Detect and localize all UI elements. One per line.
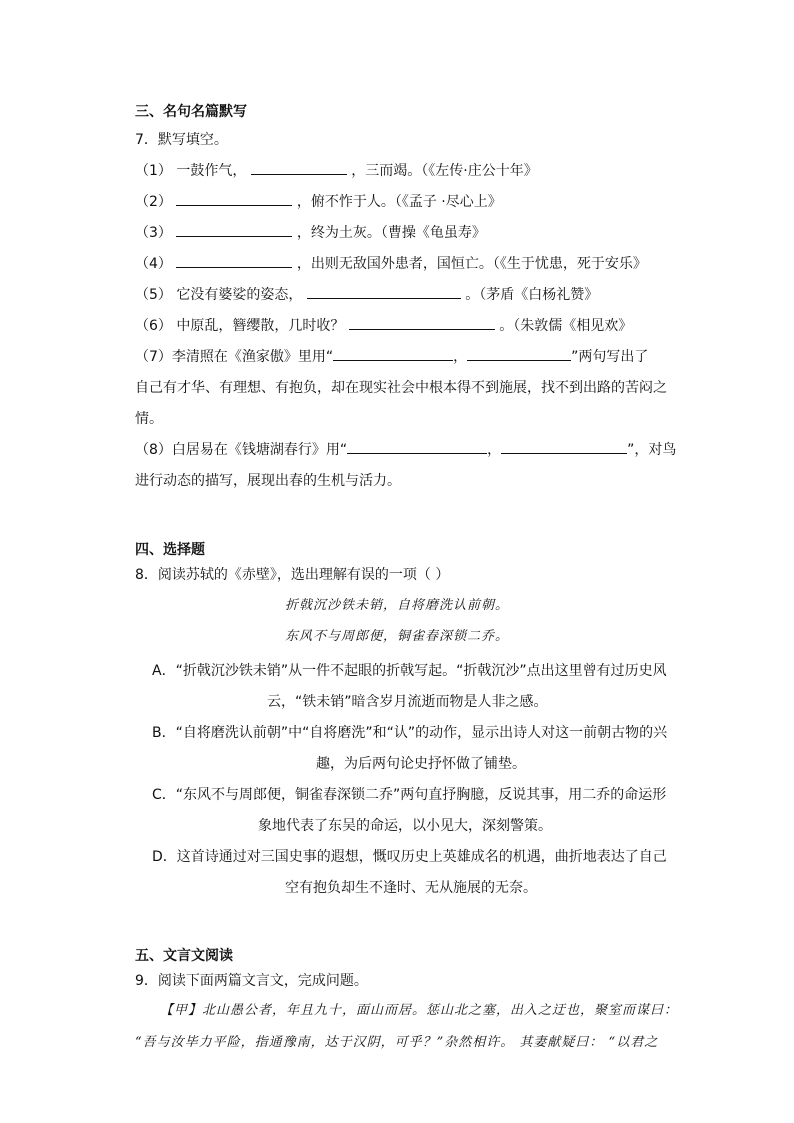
answer-blank bbox=[176, 224, 292, 237]
item-number: （2） bbox=[135, 194, 172, 210]
option-a-line2: 云，“铁未销”暗含岁月流逝而物是人非之感。 bbox=[267, 694, 548, 710]
q7-item-7-line1 bbox=[135, 348, 648, 366]
answer-blank bbox=[349, 317, 495, 330]
answer-blank bbox=[176, 193, 292, 206]
answer-blank bbox=[251, 162, 347, 175]
q7-item-7-line3: 情。 bbox=[135, 411, 163, 427]
section-heading-5: 五、文言文阅读 bbox=[135, 948, 233, 964]
question-7-stem: 7．默写填空。 bbox=[135, 132, 228, 148]
answer-blank bbox=[307, 286, 461, 299]
item-post-text: ，俯不怍于人。（《孟子 ·尽心上》 bbox=[296, 194, 502, 210]
item-text: ， bbox=[487, 442, 502, 458]
q7-item-6 bbox=[135, 317, 632, 335]
item-pre-text: 一鼓作气， bbox=[176, 163, 247, 179]
option-a-line1: A．“折戟沉沙铁未销”从一件不起眼的折戟写起。“折戟沉沙”点出这里曾有过历史风 bbox=[152, 663, 667, 679]
poem-line-2: 东风不与周郎便，铜雀春深锁二乔。 bbox=[284, 629, 509, 644]
item-text: （7）李清照在《渔家傲》里用“ bbox=[135, 349, 334, 365]
item-post-text: 。（朱敦儒《相见欢》 bbox=[499, 318, 633, 334]
item-number: （6） bbox=[135, 318, 172, 334]
q7-item-4 bbox=[135, 255, 647, 273]
item-number: （3） bbox=[135, 225, 172, 241]
q7-item-7-line2: 自己有才华、有理想、有抱负，却在现实社会中根本得不到施展，找不到出路的苦闷之 bbox=[135, 380, 667, 396]
section-heading-3: 三、名句名篇默写 bbox=[135, 104, 247, 120]
item-text: ， bbox=[453, 349, 468, 365]
item-post-text: ，终为土灰。（曹操《龟虽寿》 bbox=[296, 225, 486, 241]
answer-blank bbox=[467, 348, 571, 361]
item-text: ”两句写出了 bbox=[571, 349, 649, 365]
item-post-text: ，三而竭。（《左传·庄公十年》 bbox=[351, 163, 538, 179]
item-post-text: ，出则无敌国外患者，国恒亡。（《生于忧患，死于安乐》 bbox=[296, 256, 647, 272]
option-d-line2: 空有抱负却生不逢时、无从施展的无奈。 bbox=[285, 880, 537, 896]
q7-item-8-line2: 进行动态的描写，展现出春的生机与活力。 bbox=[135, 473, 401, 489]
answer-blank bbox=[333, 348, 453, 361]
item-number: （1） bbox=[135, 163, 172, 179]
item-number: （5） bbox=[135, 287, 172, 303]
q7-item-2 bbox=[135, 193, 502, 211]
question-8-stem: 8．阅读苏轼的《赤壁》，选出理解有误的一项（ ） bbox=[135, 567, 450, 583]
option-b-line2: 趣，为后两句论史抒怀做了铺垫。 bbox=[316, 756, 526, 772]
item-pre-text: 中原乱，簪缨散，几时收？ bbox=[176, 318, 345, 334]
option-b-line1: B．“自将磨洗认前朝”中“自将磨洗”和“认”的动作，显示出诗人对这一前朝古物的兴 bbox=[152, 725, 668, 741]
option-c-line2: 象地代表了东吴的命运，以小见大，深刻警策。 bbox=[258, 818, 552, 834]
item-number: （4） bbox=[135, 256, 172, 272]
option-d-line1: D．这首诗通过对三国史事的遐想，慨叹历史上英雄成名的机遇，曲折地表达了自己 bbox=[152, 849, 667, 865]
q7-item-1 bbox=[135, 162, 538, 180]
item-post-text: 。（茅盾《白杨礼赞》 bbox=[465, 287, 599, 303]
passage-jia-line1: 【甲】北山愚公者，年且九十，面山而居。惩山北之塞，出入之迂也，聚室而谋曰： bbox=[160, 1003, 679, 1018]
section-heading-4: 四、选择题 bbox=[135, 542, 205, 558]
question-9-stem: 9．阅读下面两篇文言文，完成问题。 bbox=[135, 973, 368, 989]
option-c-line1: C．“东风不与周郎便，铜雀春深锁二乔”两句直抒胸臆，反说其事，用二乔的命运形 bbox=[152, 787, 667, 803]
poem-line-1: 折戟沉沙铁未销，自将磨洗认前朝。 bbox=[284, 598, 509, 613]
answer-blank bbox=[176, 255, 292, 268]
q7-item-3 bbox=[135, 224, 486, 242]
answer-blank bbox=[501, 441, 627, 454]
item-pre-text: 它没有婆娑的姿态， bbox=[176, 287, 303, 303]
passage-jia-line2: “吾与汝毕力平险，指通豫南，达于汉阴，可乎？”杂然相许。 其妻献疑曰： “以君之 bbox=[135, 1035, 659, 1050]
item-text: （8）白居易在《钱塘湖春行》用“ bbox=[135, 442, 348, 458]
answer-blank bbox=[347, 441, 487, 454]
q7-item-5 bbox=[135, 286, 598, 304]
q7-item-8-line1 bbox=[135, 441, 676, 459]
item-text: ”，对鸟 bbox=[627, 442, 677, 458]
